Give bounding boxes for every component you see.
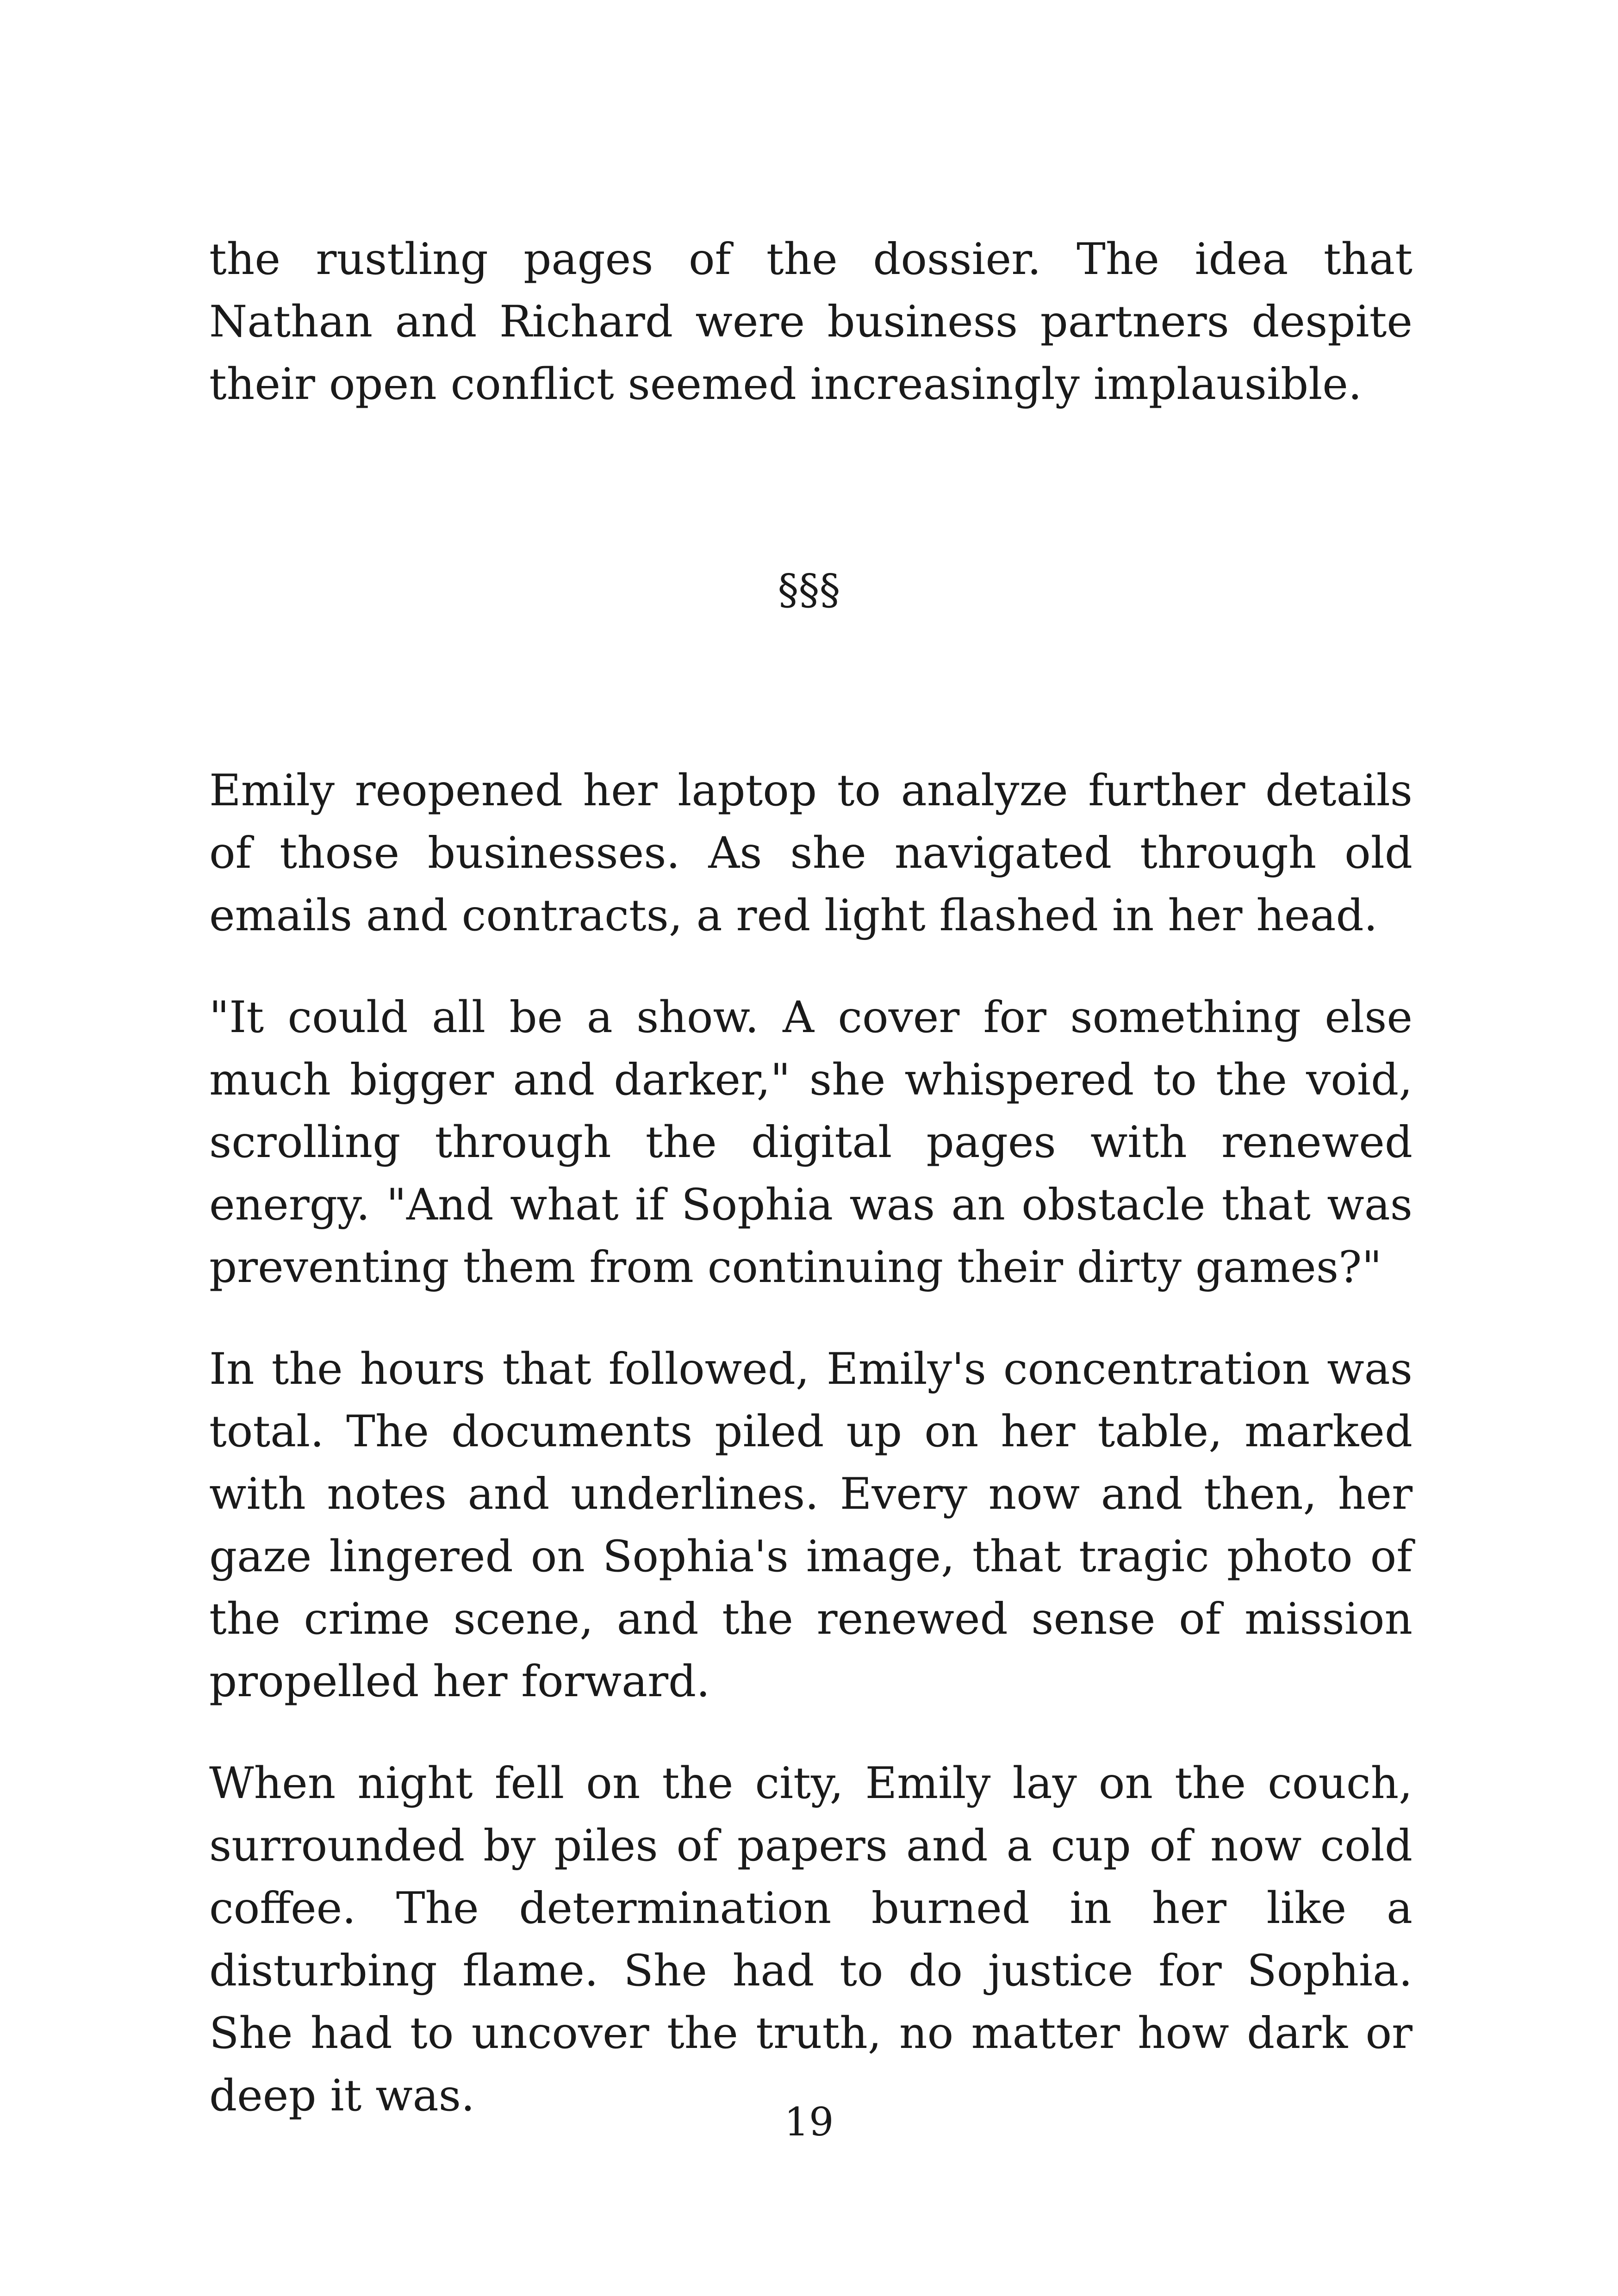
section-break: §§§ [778, 566, 840, 614]
paragraph: In the hours that followed, Emily's concentration was total. The documents piled up on her table, marked with notes and underlines. Every now and then, her gaze lingered on Sophia's image, that tragic photo of the crime scene, and the renewed sense of mission propelled her forward. [209, 1344, 1413, 1707]
page-number: 19 [784, 2099, 834, 2145]
paragraph: "It could all be a show. A cover for something else much bigger and darker," she whispered to the void, scrolling through the digital pages with renewed energy. "And what if Sophia was an obstacle that was preventing them from continuing their dirty games?" [209, 992, 1413, 1293]
paragraph: the rustling pages of the dossier. The idea that Nathan and Richard were business partners despite their open conflict seemed increasingly implausible. [209, 234, 1413, 410]
paragraph: Emily reopened her laptop to analyze further details of those businesses. As she navigated through old emails and contracts, a red light flashed in her head. [209, 765, 1413, 941]
text-block-main [209, 759, 1413, 2127]
paragraph: When night fell on the city, Emily lay on the couch, surrounded by piles of papers and a cup of now cold coffee. The determination burned in her like a disturbing flame. She had to do justice for Sophia. She had to uncover the truth, no matter how dark or deep it was. [209, 1758, 1413, 2121]
text-block-top [209, 228, 1413, 416]
